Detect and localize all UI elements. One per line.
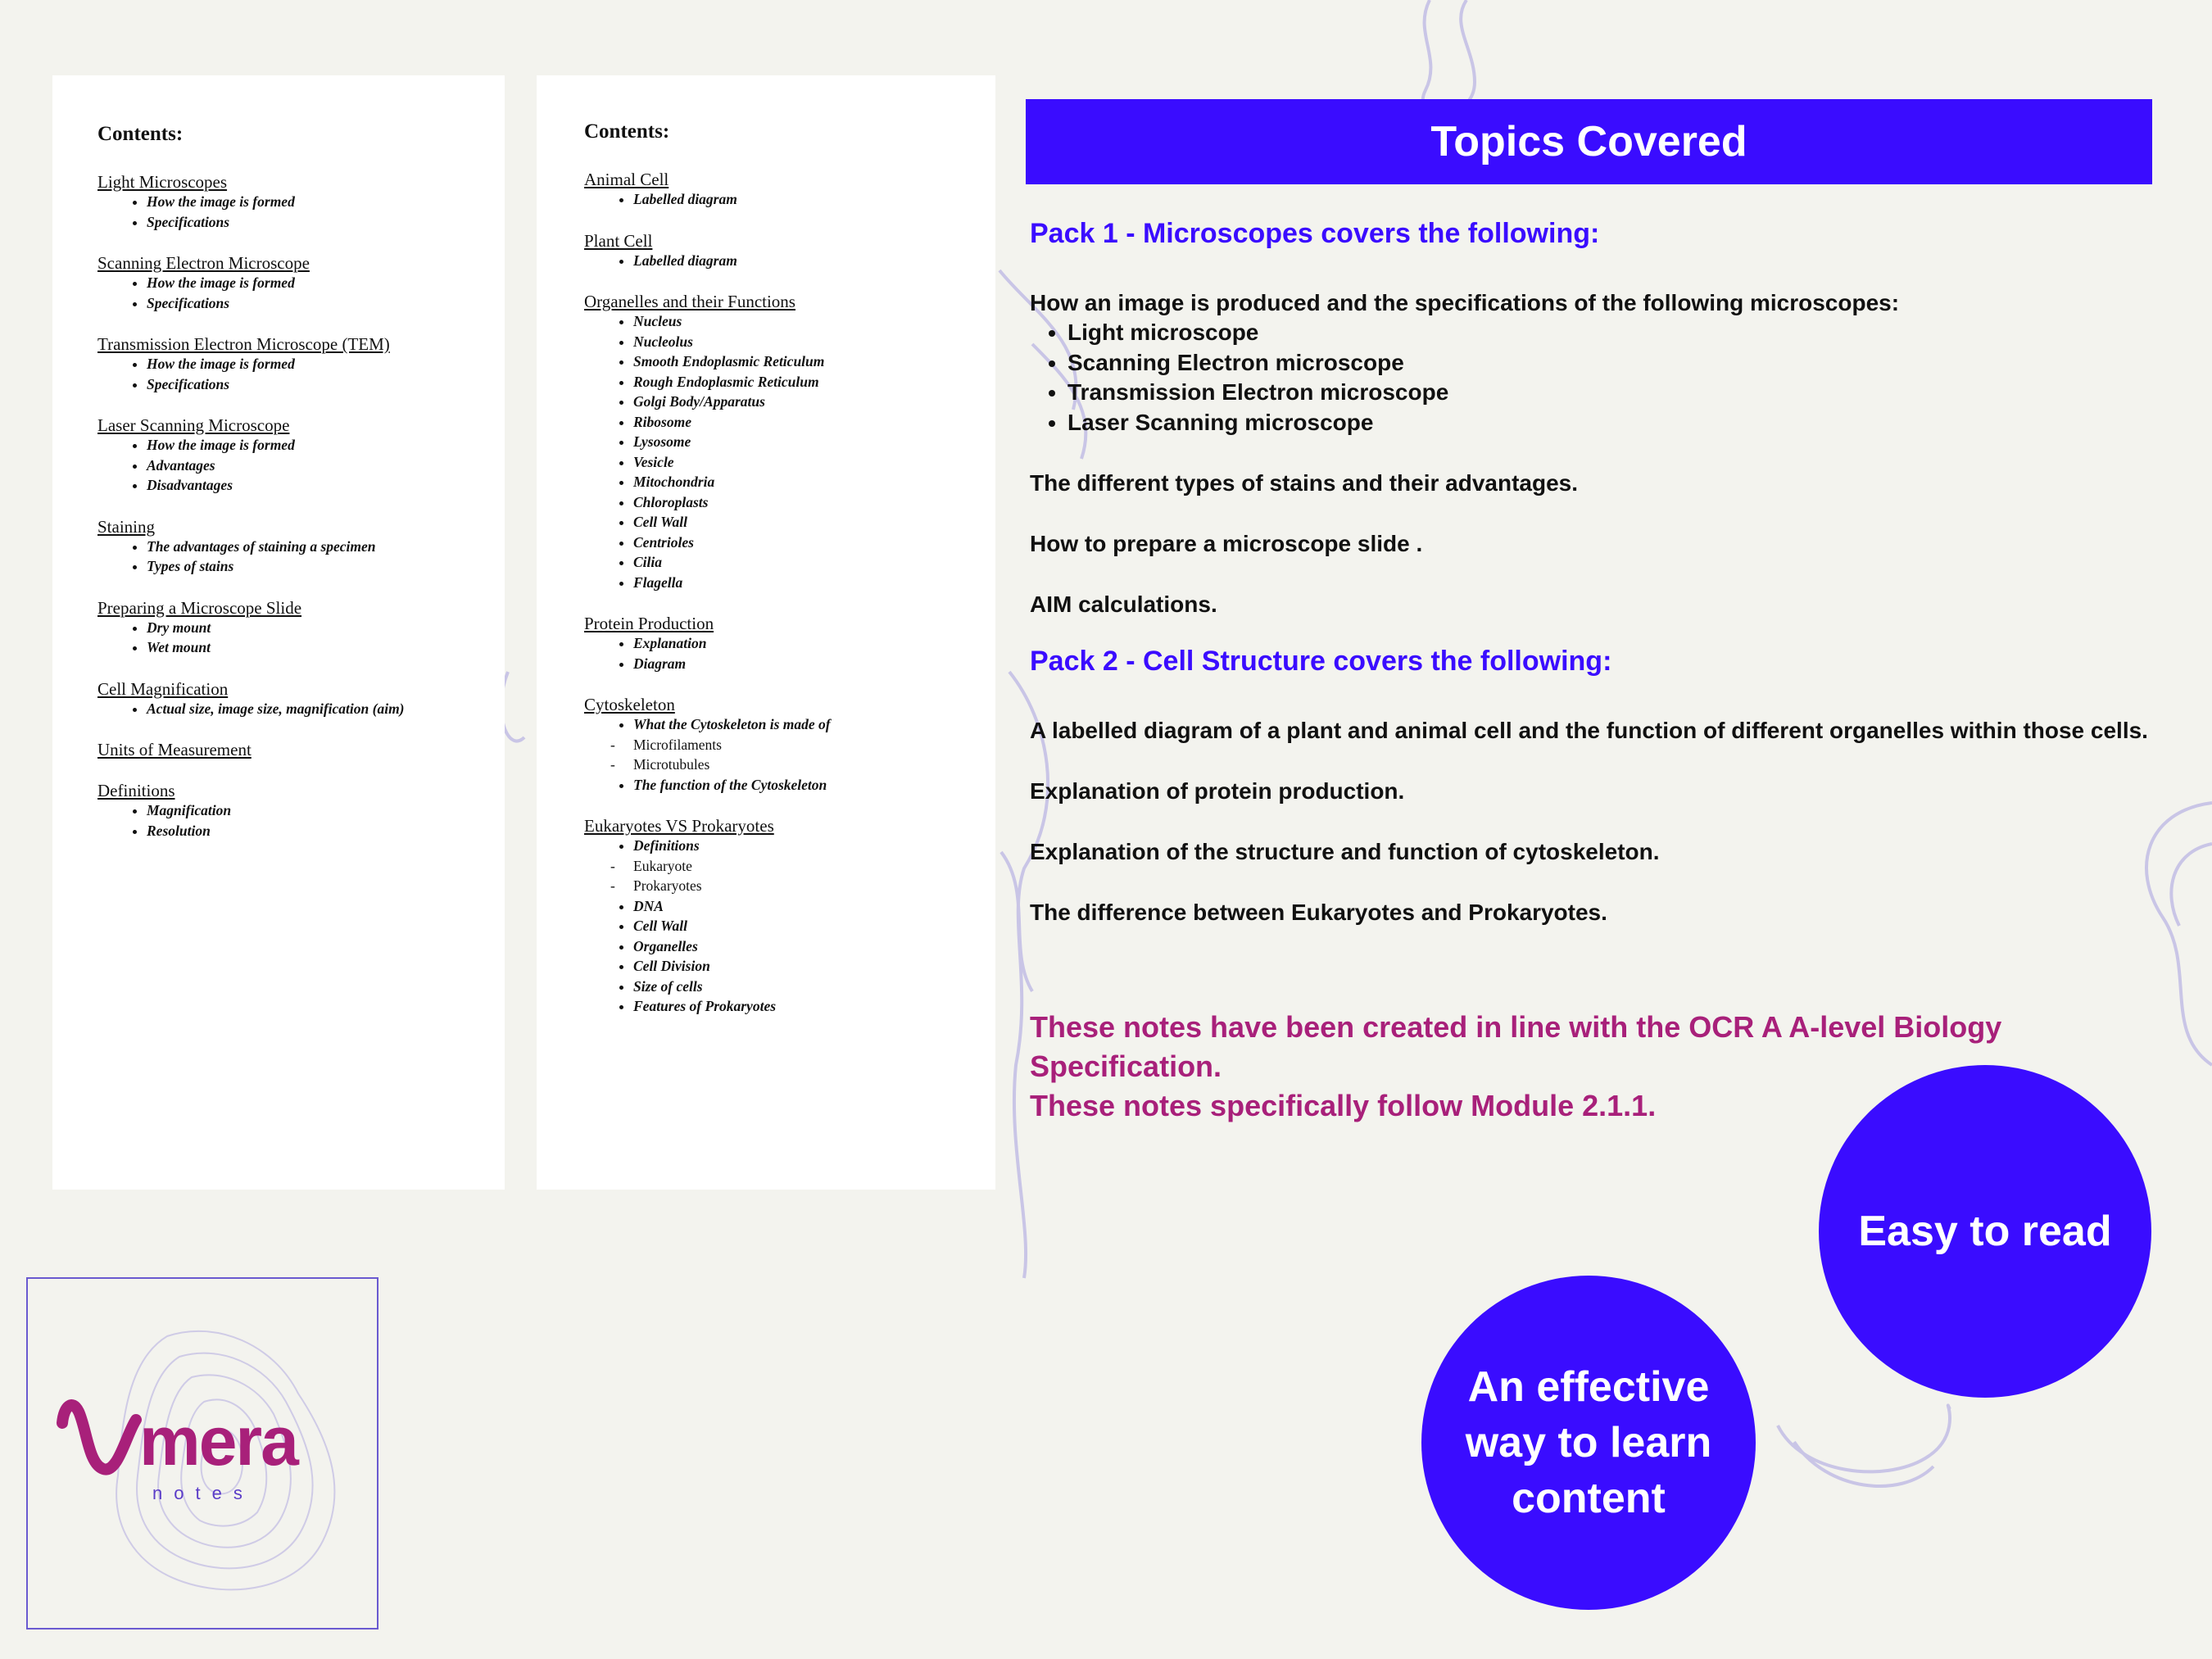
- section-item: • Smooth Endoplasmic Reticulum: [633, 351, 995, 372]
- section-title: Protein Production: [584, 614, 714, 633]
- section-item: • Flagella: [633, 573, 995, 593]
- section-item: • Nucleolus: [633, 332, 995, 352]
- section-items: [97, 192, 505, 232]
- section-items: [97, 354, 505, 394]
- section-items: [584, 714, 995, 795]
- section-item: [633, 755, 995, 775]
- sub-item-text: Eukaryote: [633, 857, 692, 874]
- section-item: • Specifications: [147, 212, 505, 233]
- pack1-aim: AIM calculations.: [1030, 592, 1217, 617]
- contents-section: [97, 334, 505, 394]
- section-items: [97, 699, 505, 719]
- contents-section: [97, 517, 505, 577]
- easy-to-read-text: Easy to read: [1858, 1208, 2112, 1255]
- contents-section: [584, 816, 995, 1017]
- contents-section: [97, 740, 505, 759]
- contents-sections: [97, 172, 505, 841]
- spec-note-line2: These notes specifically follow Module 2.1.1.: [1030, 1089, 1657, 1122]
- section-item: • Diagram: [633, 654, 995, 674]
- pack2-difference: The difference between Eukaryotes and Prokaryotes.: [1030, 900, 1607, 925]
- section-item: • Labelled diagram: [633, 189, 995, 210]
- section-title: Transmission Electron Microscope (TEM): [97, 334, 390, 354]
- effective-learning-badge: [1421, 1276, 1756, 1610]
- microscope-item: • Transmission Electron microscope: [1067, 378, 2156, 408]
- section-title: Scanning Electron Microscope: [97, 253, 310, 273]
- pack1-intro: How an image is produced and the specifications of the following microscopes:: [1030, 290, 1900, 315]
- microscope-item: • Laser Scanning microscope: [1067, 408, 2156, 438]
- section-title: Cell Magnification: [97, 678, 229, 699]
- section-title: Plant Cell: [584, 230, 653, 251]
- section-item: [633, 876, 995, 896]
- section-item: • Organelles: [633, 936, 995, 957]
- section-item: • Nucleus: [633, 311, 995, 332]
- section-item: • Resolution: [147, 821, 505, 841]
- contents-section: [97, 598, 505, 658]
- section-item: • Wet mount: [147, 637, 505, 658]
- section-item: • Mitochondria: [633, 472, 995, 492]
- section-item: • The function of the Cytoskeleton: [633, 775, 995, 796]
- spec-note-line1: These notes have been created in line with the OCR A A-level Biology Specification.: [1030, 1010, 2002, 1083]
- section-items: [97, 273, 505, 313]
- section-items: [97, 618, 505, 658]
- section-title: Definitions: [97, 781, 175, 800]
- section-item: • Specifications: [147, 374, 505, 395]
- section-item: • Cell Wall: [633, 916, 995, 936]
- section-title: Animal Cell: [584, 170, 669, 189]
- pack2-protein: Explanation of protein production.: [1030, 778, 1405, 804]
- section-item: • Cell Wall: [633, 512, 995, 533]
- contents-title: Contents:: [97, 123, 184, 145]
- contents-section: [97, 172, 505, 232]
- section-item: • Actual size, image size, magnification (aim): [147, 699, 505, 719]
- pack1-stains: The different types of stains and their advantages.: [1030, 470, 1579, 496]
- contents-section: [584, 695, 995, 795]
- section-item: • Dry mount: [147, 618, 505, 638]
- section-title: Preparing a Microscope Slide: [97, 597, 302, 618]
- section-item: • The advantages of staining a specimen: [147, 537, 505, 557]
- logo-subtitle: notes: [152, 1483, 254, 1503]
- section-title: Staining: [97, 516, 156, 537]
- section-title: Laser Scanning Microscope: [97, 415, 290, 435]
- pack1-slide: How to prepare a microscope slide .: [1030, 531, 1423, 556]
- contents-section: [97, 415, 505, 496]
- sub-item-text: Prokaryotes: [633, 877, 702, 894]
- section-item: • How the image is formed: [147, 354, 505, 374]
- section-title: Light Microscopes: [97, 172, 228, 192]
- section-item: • Size of cells: [633, 977, 995, 997]
- section-title: Cytoskeleton: [584, 695, 675, 714]
- contents-section: [97, 679, 505, 719]
- section-title: Organelles and their Functions: [584, 292, 796, 311]
- contents-section: [584, 170, 995, 210]
- section-item: • Magnification: [147, 800, 505, 821]
- section-items: [584, 311, 995, 592]
- section-item: • Features of Prokaryotes: [633, 996, 995, 1017]
- pack2-heading: Pack 2 - Cell Structure covers the following:: [1030, 646, 1612, 677]
- effective-line: An effective: [1467, 1363, 1710, 1411]
- contents-title: Contents:: [584, 120, 670, 143]
- section-item: • Vesicle: [633, 452, 995, 473]
- section-item: • Definitions: [633, 836, 995, 856]
- sub-item-text: Microfilaments: [633, 736, 722, 753]
- sub-item-text: Microtubules: [633, 756, 710, 773]
- pack2-cytoskeleton: Explanation of the structure and function of cytoskeleton.: [1030, 839, 1660, 864]
- section-item: • Explanation: [633, 633, 995, 654]
- section-items: [97, 537, 505, 577]
- section-item: • Cilia: [633, 552, 995, 573]
- section-items: [584, 633, 995, 673]
- section-item: [633, 735, 995, 755]
- section-item: • Lysosome: [633, 432, 995, 452]
- section-item: • Labelled diagram: [633, 251, 995, 271]
- contents-section: [584, 614, 995, 673]
- section-title: Eukaryotes VS Prokaryotes: [584, 816, 774, 836]
- section-item: • Disadvantages: [147, 475, 505, 496]
- effective-line: way to learn: [1465, 1419, 1712, 1466]
- section-title: Units of Measurement: [97, 740, 252, 759]
- section-items: [97, 435, 505, 496]
- section-item: • How the image is formed: [147, 192, 505, 212]
- logo: [26, 1277, 378, 1630]
- topics-list: [1030, 215, 2156, 927]
- section-item: • Advantages: [147, 456, 505, 476]
- section-item: • Types of stains: [147, 556, 505, 577]
- pack2-diagram: A labelled diagram of a plant and animal cell and the function of different organelles within those cells.: [1030, 718, 2148, 743]
- section-items: [97, 800, 505, 841]
- section-item: • How the image is formed: [147, 435, 505, 456]
- section-item: • DNA: [633, 896, 995, 917]
- section-items: [584, 836, 995, 1017]
- contents-section: [584, 292, 995, 592]
- microscope-list: [1030, 318, 2156, 437]
- contents-sections: [584, 170, 995, 1017]
- contents-page-cell-structure: [537, 75, 995, 1190]
- contents-section: [97, 781, 505, 841]
- topics-covered-banner: Topics Covered: [1026, 99, 2152, 184]
- section-item: [633, 856, 995, 877]
- contents-section: [97, 253, 505, 313]
- effective-line: content: [1512, 1475, 1666, 1522]
- microscope-item: • Light microscope: [1067, 318, 2156, 348]
- section-item: • Specifications: [147, 293, 505, 314]
- section-items: [584, 189, 995, 210]
- section-items: [584, 251, 995, 271]
- section-item: • Rough Endoplasmic Reticulum: [633, 372, 995, 392]
- section-item: • Chloroplasts: [633, 492, 995, 513]
- logo-wordmark: mera: [139, 1403, 297, 1480]
- contents-page-microscopes: [52, 75, 505, 1190]
- easy-to-read-badge: [1819, 1065, 2151, 1398]
- section-item: • Ribosome: [633, 412, 995, 433]
- section-item: • Centrioles: [633, 533, 995, 553]
- section-item: • Golgi Body/Apparatus: [633, 392, 995, 412]
- pack1-heading: Pack 1 - Microscopes covers the following:: [1030, 218, 1600, 249]
- section-item: • Cell Division: [633, 956, 995, 977]
- contents-section: [584, 231, 995, 271]
- section-item: • What the Cytoskeleton is made of: [633, 714, 995, 735]
- microscope-item: • Scanning Electron microscope: [1067, 348, 2156, 378]
- section-item: • How the image is formed: [147, 273, 505, 293]
